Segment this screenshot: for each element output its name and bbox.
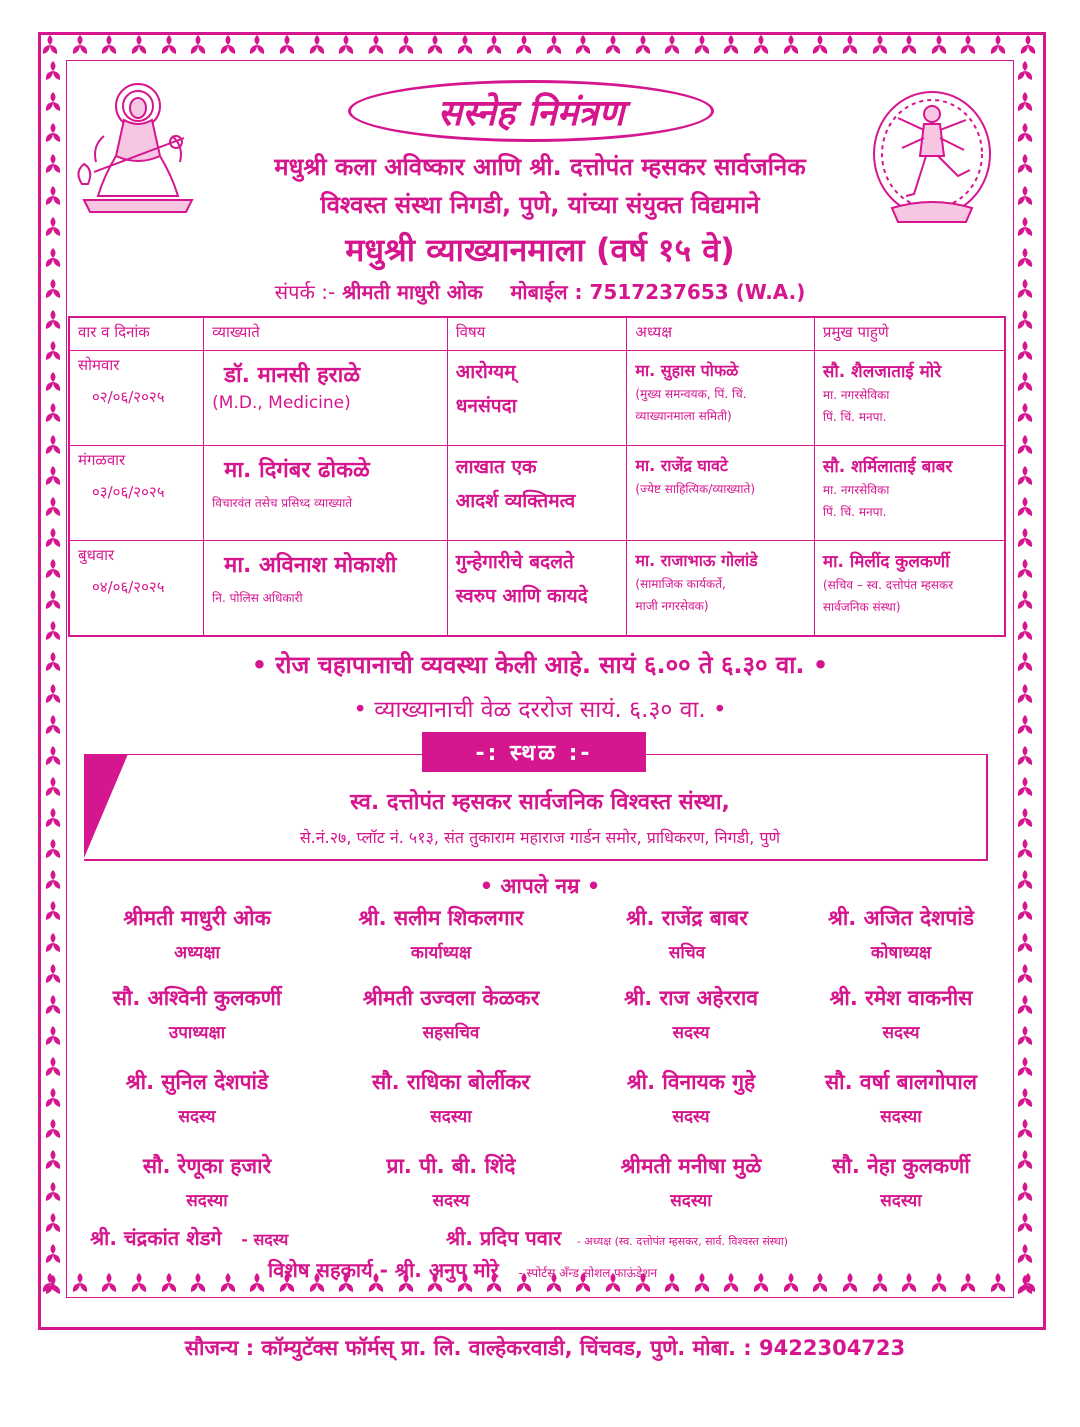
lecture-time-note: • व्याख्यानाची वेळ दररोज सायं. ६.३० वा. • — [353, 697, 727, 723]
floral-ornament-icon — [40, 34, 60, 56]
floral-ornament-icon — [899, 1272, 919, 1294]
contact-name: श्रीमती माधुरी ओक — [342, 280, 483, 304]
floral-ornament-icon — [781, 34, 801, 56]
president-cell — [627, 446, 815, 541]
floral-ornament-icon — [929, 34, 949, 56]
host-role: कोषाध्यक्ष — [870, 943, 932, 963]
floral-ornament-icon — [721, 1272, 741, 1294]
contact-line — [180, 278, 900, 305]
host-role: सदस्या — [880, 1107, 922, 1127]
topic-line-2: स्वरुप आणि कायदे — [455, 585, 588, 607]
floral-ornament-icon — [810, 34, 830, 56]
floral-ornament-icon — [988, 1272, 1008, 1294]
floral-ornament-icon — [43, 465, 63, 487]
floral-ornament-icon — [218, 34, 238, 56]
guest-cell — [814, 446, 1005, 541]
host-name: श्रीमती उज्वला केळकर — [362, 986, 540, 1010]
extra-member-line-2 — [446, 1224, 788, 1251]
floral-ornament-icon — [247, 34, 267, 56]
host-role: सचिव — [668, 943, 706, 963]
guest-name: मा. मिलींद कुलकर्णी — [822, 552, 950, 572]
floral-ornament-icon — [603, 34, 623, 56]
host-name: श्री. अजित देशपांडे — [828, 906, 974, 930]
invitation-title: सस्नेह निमंत्रण — [348, 80, 714, 142]
floral-ornament-icon — [573, 34, 593, 56]
floral-ornament-icon — [781, 1272, 801, 1294]
floral-ornament-icon — [1015, 1212, 1035, 1234]
venue-corner-accent — [84, 754, 128, 858]
floral-ornament-icon — [307, 34, 327, 56]
floral-ornament-icon — [692, 34, 712, 56]
host-name: श्री. विनायक गुहे — [626, 1070, 756, 1094]
extra-member-role: - सदस्य — [241, 1230, 289, 1249]
floral-ornament-icon — [43, 558, 63, 580]
floral-ornament-icon — [43, 683, 63, 705]
president-cell — [627, 541, 815, 637]
floral-ornament-icon — [336, 34, 356, 56]
floral-ornament-icon — [692, 1272, 712, 1294]
floral-ornament-icon — [129, 1272, 149, 1294]
floral-ornament-icon — [188, 34, 208, 56]
floral-ornament-icon — [1015, 371, 1035, 393]
sponsor-footer: सौजन्य : कॉम्युटॅक्स फॉर्मस् प्रा. लि. वाल्हेकरवाडी, चिंचवड, पुणे. मोबा. : 9422304723 — [184, 1336, 906, 1360]
topic-line-1: गुन्हेगारीचे बदलते — [455, 551, 574, 573]
floral-ornament-icon — [43, 247, 63, 269]
extra-member-line-1 — [90, 1224, 288, 1251]
host-name: प्रा. पी. बी. शिंदे — [386, 1154, 516, 1178]
host-name: श्रीमती माधुरी ओक — [123, 906, 271, 930]
guest-desc-2: सार्वजनिक संस्था) — [822, 600, 901, 614]
floral-ornament-icon — [43, 807, 63, 829]
guest-desc-1: मा. नगरसेविका — [822, 388, 890, 402]
tea-arrangement-note: • रोज चहापानाची व्यवस्था केली आहे. सायं ६.०० ते ६.३० वा. • — [251, 651, 829, 679]
host-role: सदस्य — [672, 1107, 710, 1127]
floral-ornament-icon — [1015, 745, 1035, 767]
host-member — [72, 984, 322, 1043]
floral-ornament-icon — [396, 34, 416, 56]
president-name: मा. राजेंद्र घावटे — [635, 456, 728, 475]
table-row — [69, 541, 1005, 637]
host-member — [776, 904, 1026, 963]
host-role: सदस्या — [186, 1191, 228, 1211]
topic-cell — [447, 351, 627, 446]
floral-ornament-icon — [1015, 91, 1035, 113]
floral-ornament-icon — [484, 34, 504, 56]
floral-ornament-icon — [1015, 776, 1035, 798]
extra-member-name: श्री. प्रदिप पवार — [446, 1226, 562, 1250]
speaker-desc: नि. पोलिस अधिकारी — [212, 591, 303, 605]
date: ०४/०६/२०२५ — [92, 578, 165, 596]
speaker-cell — [204, 541, 448, 637]
floral-ornament-icon — [43, 714, 63, 736]
floral-ornament-icon — [958, 34, 978, 56]
host-name: सौ. वर्षा बालगोपाल — [824, 1070, 978, 1094]
header-chief-guest: प्रमुख पाहुणे — [814, 317, 1005, 351]
mobile-label: मोबाईल : — [510, 280, 583, 304]
host-member — [316, 904, 566, 963]
host-member — [326, 984, 576, 1043]
programme-table — [68, 316, 1006, 637]
contact-label: संपर्क :- — [274, 280, 336, 304]
floral-ornament-icon — [43, 963, 63, 985]
special-support-line — [268, 1256, 657, 1283]
floral-ornament-icon — [43, 340, 63, 362]
extra-member-name: श्री. चंद्रकांत शेडगे — [90, 1226, 222, 1250]
floral-ornament-icon — [1015, 838, 1035, 860]
topic-line-1: आरोग्यम् — [455, 361, 516, 383]
host-role: कार्याध्यक्ष — [410, 943, 472, 963]
table-header-row — [69, 317, 1005, 351]
hosts-title: • आपले नम्र • — [479, 874, 601, 898]
floral-ornament-icon — [1018, 34, 1038, 56]
floral-ornament-icon — [929, 1272, 949, 1294]
floral-ornament-icon — [129, 34, 149, 56]
floral-ornament-icon — [455, 34, 475, 56]
host-name: श्री. राज अहेरराव — [623, 986, 758, 1010]
host-role: सदस्य — [432, 1191, 470, 1211]
floral-ornament-icon — [958, 1272, 978, 1294]
floral-ornament-icon — [1015, 527, 1035, 549]
floral-ornament-icon — [1015, 465, 1035, 487]
president-cell — [627, 351, 815, 446]
special-support-label: विशेष सहकार्य - श्री. अनुप मोरे — [268, 1258, 499, 1282]
host-name: सौ. राधिका बोर्लीकर — [371, 1070, 530, 1094]
floral-ornament-icon — [1015, 278, 1035, 300]
host-name: श्रीमती मनीषा मुळे — [620, 1154, 762, 1178]
host-role: सदस्या — [880, 1191, 922, 1211]
venue-label: -: स्थळ :- — [422, 732, 646, 772]
header-speaker: व्याख्याते — [204, 317, 448, 351]
floral-ornament-icon — [218, 1272, 238, 1294]
organizer-line-1: मधुश्री कला अविष्कार आणि श्री. दत्तोपंत म्हसकर सार्वजनिक — [274, 153, 806, 181]
venue-address: से.नं.२७, प्लॉट नं. ५१३, संत तुकाराम महाराज गार्डन समोर, प्राधिकरण, निगडी, पुणे — [299, 828, 781, 847]
floral-ornament-icon — [70, 1272, 90, 1294]
host-member — [776, 1152, 1026, 1211]
floral-ornament-icon — [43, 1274, 63, 1296]
floral-ornament-icon — [1015, 1243, 1035, 1265]
header-president: अध्यक्ष — [627, 317, 815, 351]
date: ०३/०६/२०२५ — [92, 483, 165, 501]
floral-ornament-icon — [366, 34, 386, 56]
day: मंगळवार — [78, 451, 126, 469]
floral-ornament-icon — [43, 527, 63, 549]
topic-line-2: धनसंपदा — [455, 395, 517, 417]
floral-ornament-icon — [1015, 620, 1035, 642]
floral-ornament-icon — [1015, 714, 1035, 736]
floral-ornament-icon — [1015, 340, 1035, 362]
floral-ornament-icon — [43, 60, 63, 82]
guest-desc-2: पिं. चिं. मनपा. — [822, 410, 887, 424]
host-name: श्री. सलीम शिकलगार — [358, 906, 524, 930]
president-name: मा. राजाभाऊ गोलांडे — [635, 551, 758, 570]
guest-desc-1: मा. नगरसेविका — [822, 483, 890, 497]
floral-ornament-icon — [840, 1272, 860, 1294]
day: सोमवार — [78, 356, 120, 374]
floral-ornament-icon — [43, 91, 63, 113]
floral-ornament-icon — [159, 34, 179, 56]
host-member — [776, 1068, 1026, 1127]
floral-ornament-icon — [43, 776, 63, 798]
host-name: सौ. नेहा कुलकर्णी — [832, 1154, 970, 1178]
host-member — [72, 904, 322, 963]
floral-ornament-icon — [1015, 683, 1035, 705]
floral-ornament-icon — [1015, 122, 1035, 144]
floral-ornament-icon — [43, 1149, 63, 1171]
president-desc-1: (सामाजिक कार्यकर्ते, — [635, 577, 726, 591]
host-role: सदस्या — [430, 1107, 472, 1127]
floral-ornament-icon — [43, 589, 63, 611]
organizer-line-2: विश्वस्त संस्था निगडी, पुणे, यांच्या संयुक्त विद्यमाने — [320, 191, 760, 219]
venue-name: स्व. दत्तोपंत म्हसकर सार्वजनिक विश्वस्त संस्था, — [350, 790, 730, 815]
topic-cell — [447, 446, 627, 541]
lecture-series-title: मधुश्री व्याख्यानमाला (वर्ष १५ वे) — [345, 231, 735, 269]
guest-desc-1: (सचिव – स्व. दत्तोपंत म्हसकर — [822, 578, 954, 592]
floral-ornament-icon — [43, 434, 63, 456]
guest-name: सौ. शैलजाताई मोरे — [822, 362, 942, 382]
floral-ornament-icon — [43, 371, 63, 393]
floral-ornament-icon — [99, 1272, 119, 1294]
floral-ornament-icon — [1015, 496, 1035, 518]
host-member — [326, 1152, 576, 1211]
day-date-cell — [69, 541, 204, 637]
floral-ornament-icon — [247, 1272, 267, 1294]
president-desc-2: माजी नगरसेवक) — [635, 599, 709, 613]
president-name: मा. सुहास पोफळे — [635, 361, 739, 380]
floral-ornament-icon — [1015, 153, 1035, 175]
left-ornament-column — [40, 60, 66, 1296]
host-name: श्री. राजेंद्र बाबर — [626, 906, 748, 930]
date: ०२/०६/२०२५ — [92, 388, 165, 406]
floral-ornament-icon — [277, 34, 297, 56]
floral-ornament-icon — [1015, 402, 1035, 424]
guest-desc-2: पिं. चिं. मनपा. — [822, 505, 887, 519]
host-role: अध्यक्षा — [174, 943, 220, 963]
floral-ornament-icon — [633, 34, 653, 56]
speaker-desc: विचारवंत तसेच प्रसिध्द व्याख्याते — [212, 496, 353, 510]
host-role: उपाध्यक्षा — [168, 1023, 226, 1043]
floral-ornament-icon — [43, 122, 63, 144]
host-role: सदस्य — [178, 1107, 216, 1127]
floral-ornament-icon — [1015, 247, 1035, 269]
president-desc-1: (ज्येष्ट साहित्यिक/व्याख्याते) — [635, 482, 756, 496]
floral-ornament-icon — [43, 309, 63, 331]
floral-ornament-icon — [1015, 309, 1035, 331]
floral-ornament-icon — [810, 1272, 830, 1294]
topic-line-1: लाखात एक — [455, 456, 537, 478]
speaker-name: मा. अविनाश मोकाशी — [224, 553, 397, 578]
header-topic: विषय — [447, 317, 627, 351]
floral-ornament-icon — [425, 34, 445, 56]
president-desc-2: व्याख्यानमाला समिती) — [635, 409, 732, 423]
table-row — [69, 351, 1005, 446]
host-role: सदस्या — [670, 1191, 712, 1211]
floral-ornament-icon — [43, 932, 63, 954]
host-role: सदस्य — [882, 1023, 920, 1043]
speaker-cell — [204, 351, 448, 446]
floral-ornament-icon — [1015, 807, 1035, 829]
floral-ornament-icon — [988, 34, 1008, 56]
host-name: श्री. सुनिल देशपांडे — [125, 1070, 269, 1094]
floral-ornament-icon — [544, 34, 564, 56]
floral-ornament-icon — [43, 1025, 63, 1047]
guest-cell — [814, 351, 1005, 446]
floral-ornament-icon — [1015, 60, 1035, 82]
host-member — [326, 1068, 576, 1127]
floral-ornament-icon — [899, 34, 919, 56]
floral-ornament-icon — [70, 34, 90, 56]
floral-ornament-icon — [751, 1272, 771, 1294]
floral-ornament-icon — [43, 185, 63, 207]
host-role: सहसचिव — [422, 1023, 480, 1043]
day: बुधवार — [78, 546, 115, 564]
floral-ornament-icon — [159, 1272, 179, 1294]
speaker-name: डॉ. मानसी हराळे — [224, 363, 361, 388]
floral-ornament-icon — [1015, 869, 1035, 891]
day-date-cell — [69, 446, 204, 541]
host-name: श्री. रमेश वाकनीस — [829, 986, 973, 1010]
floral-ornament-icon — [43, 994, 63, 1016]
floral-ornament-icon — [43, 496, 63, 518]
president-desc-1: (मुख्य समन्वयक, पिं. चिं. — [635, 387, 747, 401]
floral-ornament-icon — [870, 34, 890, 56]
extra-member-role: - अध्यक्ष (स्व. दत्तोपंत म्हसकर, सार्व. विश्वस्त संस्था) — [576, 1235, 788, 1248]
floral-ornament-icon — [43, 153, 63, 175]
floral-ornament-icon — [43, 900, 63, 922]
table-row — [69, 446, 1005, 541]
floral-ornament-icon — [43, 1181, 63, 1203]
guest-cell — [814, 541, 1005, 637]
host-name: सौ. अश्विनी कुलकर्णी — [112, 986, 282, 1010]
guest-name: सौ. शर्मिलाताई बाबर — [822, 457, 953, 477]
floral-ornament-icon — [1015, 434, 1035, 456]
speaker-desc: (M.D., Medicine) — [212, 393, 351, 413]
floral-ornament-icon — [1015, 651, 1035, 673]
host-member — [562, 904, 812, 963]
floral-ornament-icon — [43, 1212, 63, 1234]
floral-ornament-icon — [43, 1056, 63, 1078]
floral-ornament-icon — [43, 1087, 63, 1109]
host-member — [72, 1068, 322, 1127]
topic-line-2: आदर्श व्यक्तिमत्व — [455, 490, 576, 512]
floral-ornament-icon — [870, 1272, 890, 1294]
floral-ornament-icon — [43, 651, 63, 673]
floral-ornament-icon — [1015, 558, 1035, 580]
host-name: सौ. रेणूका हजारे — [142, 1154, 272, 1178]
speaker-name: मा. दिगंबर ढोकळे — [224, 458, 370, 483]
top-ornament-row — [40, 34, 1038, 60]
floral-ornament-icon — [662, 1272, 682, 1294]
floral-ornament-icon — [43, 838, 63, 860]
floral-ornament-icon — [99, 34, 119, 56]
floral-ornament-icon — [751, 34, 771, 56]
topic-cell — [447, 541, 627, 637]
host-member — [82, 1152, 332, 1211]
floral-ornament-icon — [43, 869, 63, 891]
speaker-cell — [204, 446, 448, 541]
floral-ornament-icon — [43, 216, 63, 238]
floral-ornament-icon — [43, 402, 63, 424]
day-date-cell — [69, 351, 204, 446]
special-support-org: - स्पोर्टस अँन्ड सोशल फाऊंडेशन — [518, 1266, 658, 1280]
floral-ornament-icon — [1015, 1274, 1035, 1296]
header-day-date: वार व दिनांक — [69, 317, 204, 351]
floral-ornament-icon — [43, 1118, 63, 1140]
floral-ornament-icon — [43, 620, 63, 642]
floral-ornament-icon — [514, 34, 534, 56]
host-member — [776, 984, 1026, 1043]
floral-ornament-icon — [43, 278, 63, 300]
mobile-number: 7517237653 (W.A.) — [589, 280, 806, 304]
floral-ornament-icon — [43, 1243, 63, 1265]
host-role: सदस्य — [672, 1023, 710, 1043]
floral-ornament-icon — [1015, 963, 1035, 985]
floral-ornament-icon — [662, 34, 682, 56]
floral-ornament-icon — [1015, 589, 1035, 611]
floral-ornament-icon — [840, 34, 860, 56]
floral-ornament-icon — [721, 34, 741, 56]
floral-ornament-icon — [1015, 185, 1035, 207]
floral-ornament-icon — [43, 745, 63, 767]
floral-ornament-icon — [188, 1272, 208, 1294]
floral-ornament-icon — [1015, 216, 1035, 238]
